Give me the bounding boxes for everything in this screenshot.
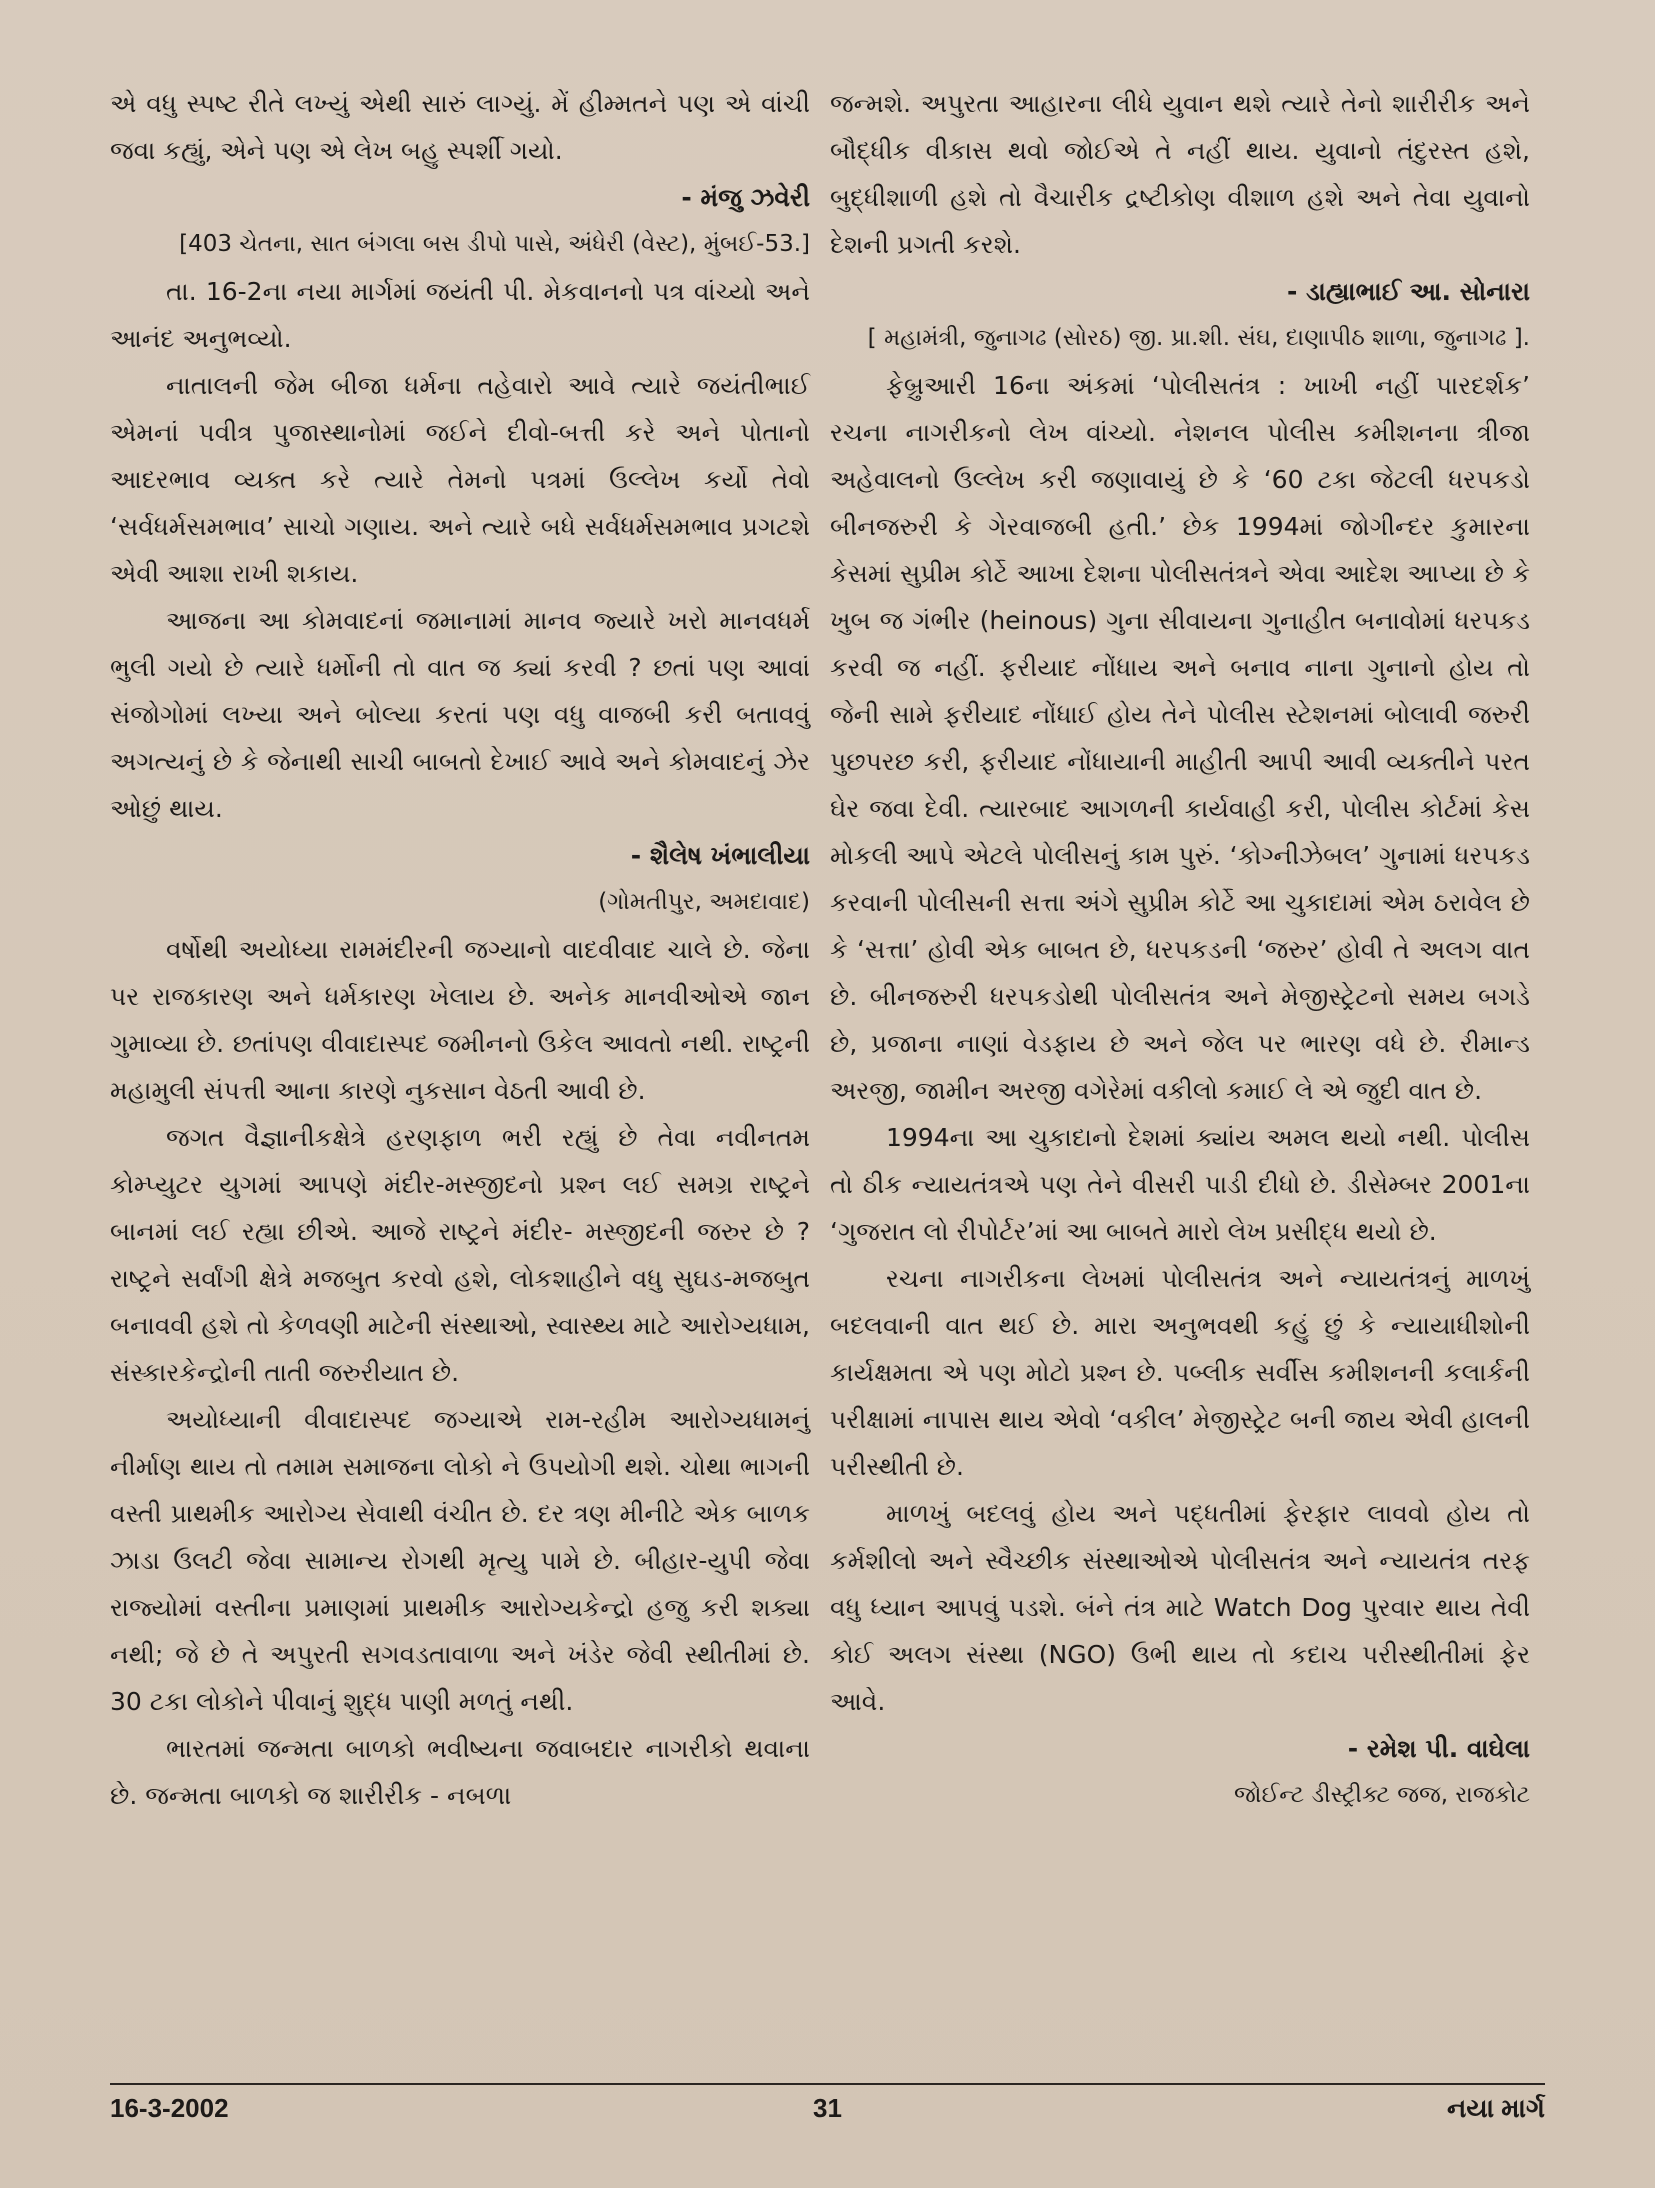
letter-address: [403 ચેતના, સાત બંગલા બસ ડીપો પાસે, અંધેરી (વેસ્ટ), મુંબઈ-53.] [179, 231, 810, 257]
letter-text: આજના આ કોમવાદનાં જમાનામાં માનવ જ્યારે ખરો માનવધર્મ ભુલી ગયો છે ત્યારે ધર્મોની તો વાત જ ક્યાં કરવી ? છતાં પણ આવાં સંજોગોમાં લખ્યા અને બોલ્યા કરતાં પણ વધુ વાજબી કરી બતાવવું અગત્યનું છે કે જેનાથી સાચી બાબતો દેખાઈ આવે અને કોમવાદનું ઝેર ઓછું થાય. [110, 606, 810, 823]
issue-date: 16-3-2002 [110, 2093, 229, 2123]
page-number: 31 [813, 2093, 842, 2123]
left-column [110, 80, 810, 1819]
letter-text: વર્ષોથી અયોધ્યા રામમંદીરની જગ્યાનો વાદવીવાદ ચાલે છે. જેના પર રાજકારણ અને ધર્મકારણ ખેલાય છે. અનેક માનવીઓએ જાન ગુમાવ્યા છે. છતાંપણ વીવાદાસ્પદ જમીનનો ઉકેલ આવતો નથી. રાષ્ટ્રની મહામુલી સંપત્તી આના કારણે નુકસાન વેઠતી આવી છે. [110, 935, 810, 1105]
letter-text: ભારતમાં જન્મતા બાળકો ભવીષ્યના જવાબદાર નાગરીકો થવાના છે. જન્મતા બાળકો જ શારીરીક - નબળા [110, 1734, 810, 1810]
right-column [830, 80, 1530, 1819]
letter-text: અયોધ્યાની વીવાદાસ્પદ જગ્યાએ રામ-રહીમ આરોગ્યધામનું નીર્માણ થાય તો તમામ સમાજના લોકો ને ઉપયોગી થશે. ચોથા ભાગની વસ્તી પ્રાથમીક આરોગ્ય સેવાથી વંચીત છે. દર ત્રણ મીનીટે એક બાળક ઝાડા ઉલટી જેવા સામાન્ય રોગથી મૃત્યુ પામે છે. બીહાર-યુપી જેવા રાજ્યોમાં વસ્તીના પ્રમાણમાં પ્રાથમીક આરોગ્યકેન્દ્રો હજુ કરી શક્યા નથી; જે છે તે અપુરતી સગવડતાવાળા અને ખંડેર જેવી સ્થીતીમાં છે. 30 ટકા લોકોને પીવાનું શુદ્ધ પાણી મળતું નથી. [110, 1405, 810, 1716]
letter-signature: - ડાહ્યાભાઈ આ. સોનારા [1286, 277, 1530, 306]
letter-text: રચના નાગરીકના લેખમાં પોલીસતંત્ર અને ન્યાયતંત્રનું માળખું બદલવાની વાત થઈ છે. મારા અનુભવથી કહું છું કે ન્યાયાધીશોની કાર્યક્ષમતા એ પણ મોટો પ્રશ્ન છે. પબ્લીક સર્વીસ કમીશનની કલાર્કની પરીક્ષામાં નાપાસ થાય એવો ‘વકીલ’ મેજીસ્ટ્રેટ બની જાય એવી હાલની પરીસ્થીતી છે. [830, 1264, 1530, 1481]
letter-text: ફેબ્રુઆરી 16ના અંકમાં ‘પોલીસતંત્ર : ખાખી નહીં પારદર્શક’ રચના નાગરીકનો લેખ વાંચ્યો. નેશનલ પોલીસ કમીશનના ત્રીજા અહેવાલનો ઉલ્લેખ કરી જણાવાયું છે કે ‘60 ટકા જેટલી ધરપકડો બીનજરુરી કે ગેરવાજબી હતી.’ છેક 1994માં જોગીન્દર કુમારના કેસમાં સુપ્રીમ કોર્ટે આખા દેશના પોલીસતંત્રને એવા આદેશ આપ્યા છે કે ખુબ જ ગંભીર (heinous) ગુના સીવાયના ગુનાહીત બનાવોમાં ધરપકડ કરવી જ નહીં. ફરીયાદ નોંધાય અને બનાવ નાના ગુનાનો હોય તો જેની સામે ફરીયાદ નોંધાઈ હોય તેને પોલીસ સ્ટેશનમાં બોલાવી જરુરી પુછપરછ કરી, ફરીયાદ નોંધાયાની માહીતી આપી આવી વ્યક્તીને પરત ઘેર જવા દેવી. ત્યારબાદ આગળની કાર્યવાહી કરી, પોલીસ કોર્ટમાં કેસ મોકલી આપે એટલે પોલીસનું કામ પુરું. ‘કોગ્નીઝેબલ’ ગુનામાં ધરપકડ કરવાની પોલીસની સત્તા અંગે સુપ્રીમ કોર્ટે આ ચુકાદામાં એમ ઠરાવેલ છે કે ‘સત્તા’ હોવી એક બાબત છે, ધરપકડની ‘જરુર’ હોવી તે અલગ વાત છે. બીનજરુરી ધરપકડોથી પોલીસતંત્ર અને મેજીસ્ટ્રેટનો સમય બગડે છે, પ્રજાના નાણાં વેડફાય છે અને જેલ પર ભારણ વધે છે. રીમાન્ડ અરજી, જામીન અરજી વગેરેમાં વકીલો કમાઈ લે એ જુદી વાત છે. [830, 371, 1530, 1105]
letter-text: તા. 16-2ના નયા માર્ગમાં જયંતી પી. મેકવાનનો પત્ર વાંચ્યો અને આનંદ અનુભવ્યો. [110, 277, 810, 353]
magazine-name: નયા માર્ગ [1447, 2093, 1545, 2123]
letter-text: જન્મશે. અપુરતા આહારના લીધે યુવાન થશે ત્યારે તેનો શારીરીક અને બૌદ્ધીક વીકાસ થવો જોઈએ તે નહીં થાય. યુવાનો તંદુરસ્ત હશે, બુદ્ધીશાળી હશે તો વૈચારીક દ્રષ્ટીકોણ વીશાળ હશે અને તેવા યુવાનો દેશની પ્રગતી કરશે. [830, 89, 1530, 259]
letter-signature: - શૈલેષ ખંભાલીયા [630, 841, 810, 870]
letter-text: 1994ના આ ચુકાદાનો દેશમાં ક્યાંય અમલ થયો નથી. પોલીસ તો ઠીક ન્યાયતંત્રએ પણ તેને વીસરી પાડી દીધો છે. ડીસેમ્બર 2001ના ‘ગુજરાત લો રીપોર્ટર’માં આ બાબતે મારો લેખ પ્રસીદ્ધ થયો છે. [830, 1123, 1530, 1246]
letter-address: [ મહામંત્રી, જુનાગઢ (સોરઠ) જી. પ્રા.શી. સંઘ, દાણાપીઠ શાળા, જુનાગઢ ]. [867, 325, 1530, 351]
letter-signature: - મંજુ ઝવેરી [681, 183, 810, 212]
page-footer [110, 2083, 1545, 2125]
letter-text: માળખું બદલવું હોય અને પદ્ધતીમાં ફેરફાર લાવવો હોય તો કર્મશીલો અને સ્વૈચ્છીક સંસ્થાઓએ પોલીસતંત્ર અને ન્યાયતંત્ર તરફ વધુ ધ્યાન આપવું પડશે. બંને તંત્ર માટે Watch Dog પુરવાર થાય તેવી કોઈ અલગ સંસ્થા (NGO) ઉભી થાય તો કદાચ પરીસ્થીતીમાં ફેર આવે. [830, 1499, 1530, 1716]
letter-text: એ વધુ સ્પષ્ટ રીતે લખ્યું એથી સારું લાગ્યું. મેં હીમ્મતને પણ એ વાંચી જવા કહ્યું, એને પણ એ લેખ બહુ સ્પર્શી ગયો. [110, 89, 810, 165]
letter-address: જોઈન્ટ ડીસ્ટ્રીક્ટ જજ, રાજકોટ [1233, 1782, 1530, 1808]
letter-text: નાતાલની જેમ બીજા ધર્મના તહેવારો આવે ત્યારે જયંતીભાઈ એમનાં પવીત્ર પુજાસ્થાનોમાં જઈને દીવો-બત્તી કરે અને પોતાનો આદરભાવ વ્યક્ત કરે ત્યારે તેમનો પત્રમાં ઉલ્લેખ કર્યો તેવો ‘સર્વધર્મસમભાવ’ સાચો ગણાય. અને ત્યારે બધે સર્વધર્મસમભાવ પ્રગટશે એવી આશા રાખી શકાય. [110, 371, 810, 588]
letter-address: (ગોમતીપુર, અમદાવાદ) [598, 889, 810, 915]
letter-signature: - રમેશ પી. વાઘેલા [1347, 1734, 1530, 1763]
letter-text: જગત વૈજ્ઞાનીકક્ષેત્રે હરણફાળ ભરી રહ્યું છે તેવા નવીનતમ કોમ્પ્યુટર યુગમાં આપણે મંદીર-મસ્જીદનો પ્રશ્ન લઈ સમગ્ર રાષ્ટ્રને બાનમાં લઈ રહ્યા છીએ. આજે રાષ્ટ્રને મંદીર- મસ્જીદની જરુર છે ? રાષ્ટ્રને સર્વાંગી ક્ષેત્રે મજબુત કરવો હશે, લોકશાહીને વધુ સુઘડ-મજબુત બનાવવી હશે તો કેળવણી માટેની સંસ્થાઓ, સ્વાસ્થ્ય માટે આરોગ્યધામ, સંસ્કારકેન્દ્રોની તાતી જરુરીયાત છે. [110, 1123, 810, 1387]
